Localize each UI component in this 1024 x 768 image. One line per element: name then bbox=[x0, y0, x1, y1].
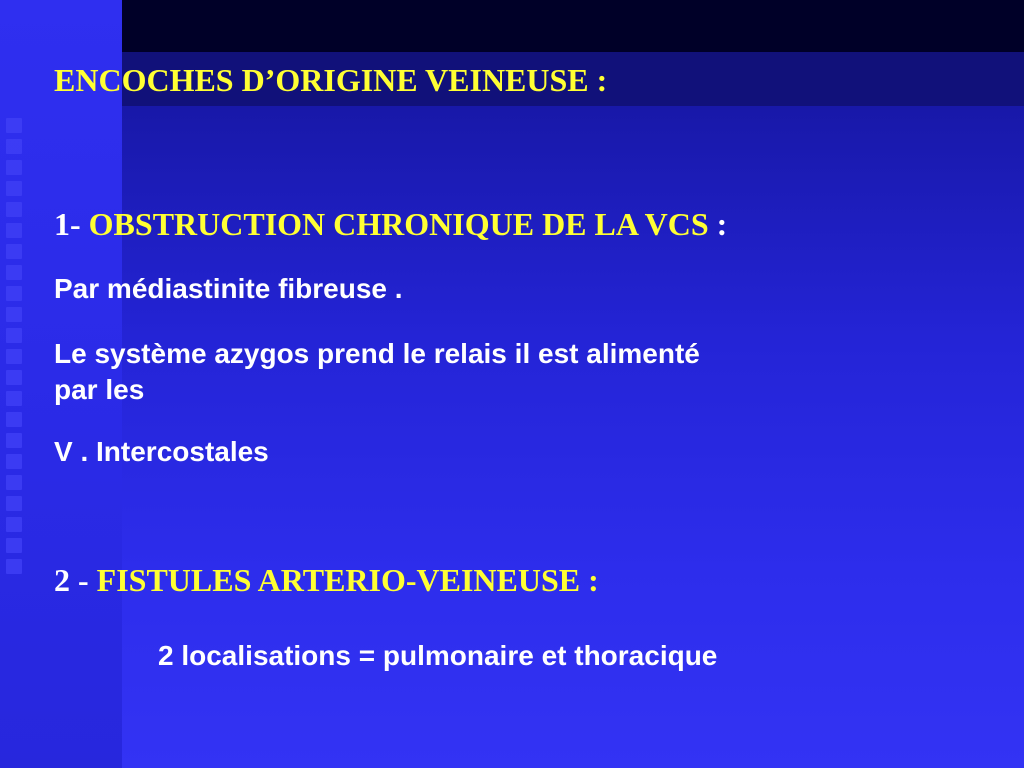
decor-square bbox=[6, 538, 22, 553]
section-2-colon: : bbox=[588, 562, 599, 598]
decor-square bbox=[6, 118, 22, 133]
decor-square bbox=[6, 391, 22, 406]
section-1-line-2a: Le système azygos prend le relais il est alimenté bbox=[54, 338, 700, 369]
decor-square bbox=[6, 244, 22, 259]
section-2-number: 2 - bbox=[54, 562, 89, 598]
decor-square bbox=[6, 559, 22, 574]
section-1-number: 1- bbox=[54, 206, 81, 242]
decor-square bbox=[6, 454, 22, 469]
section-2-title: FISTULES ARTERIO-VEINEUSE bbox=[96, 562, 581, 598]
decor-square bbox=[6, 328, 22, 343]
decor-square bbox=[6, 433, 22, 448]
decor-square bbox=[6, 412, 22, 427]
top-dark-band bbox=[122, 0, 1024, 52]
section-2-heading bbox=[54, 562, 599, 599]
decor-square bbox=[6, 370, 22, 385]
decor-square bbox=[6, 265, 22, 280]
decor-square bbox=[6, 139, 22, 154]
decor-square bbox=[6, 475, 22, 490]
decor-square bbox=[6, 496, 22, 511]
decor-square bbox=[6, 517, 22, 532]
slide-title: ENCOCHES D’ORIGINE VEINEUSE : bbox=[54, 62, 608, 98]
section-1-line-2b: par les bbox=[54, 374, 145, 405]
decorative-squares bbox=[6, 118, 30, 658]
decor-square bbox=[6, 349, 22, 364]
section-1-line-2 bbox=[54, 336, 700, 408]
section-1-colon: : bbox=[716, 206, 728, 242]
decor-square bbox=[6, 223, 22, 238]
section-1-line-3: V . Intercostales bbox=[54, 436, 269, 467]
decor-square bbox=[6, 286, 22, 301]
decor-square bbox=[6, 181, 22, 196]
section-2-line-1: 2 localisations = pulmonaire et thoracique bbox=[158, 640, 718, 671]
section-1-heading bbox=[54, 206, 727, 243]
decor-square bbox=[6, 160, 22, 175]
decor-square bbox=[6, 307, 22, 322]
section-1-title: OBSTRUCTION CHRONIQUE DE LA VCS bbox=[88, 206, 709, 242]
section-1-line-1: Par médiastinite fibreuse . bbox=[54, 273, 403, 304]
decor-square bbox=[6, 202, 22, 217]
